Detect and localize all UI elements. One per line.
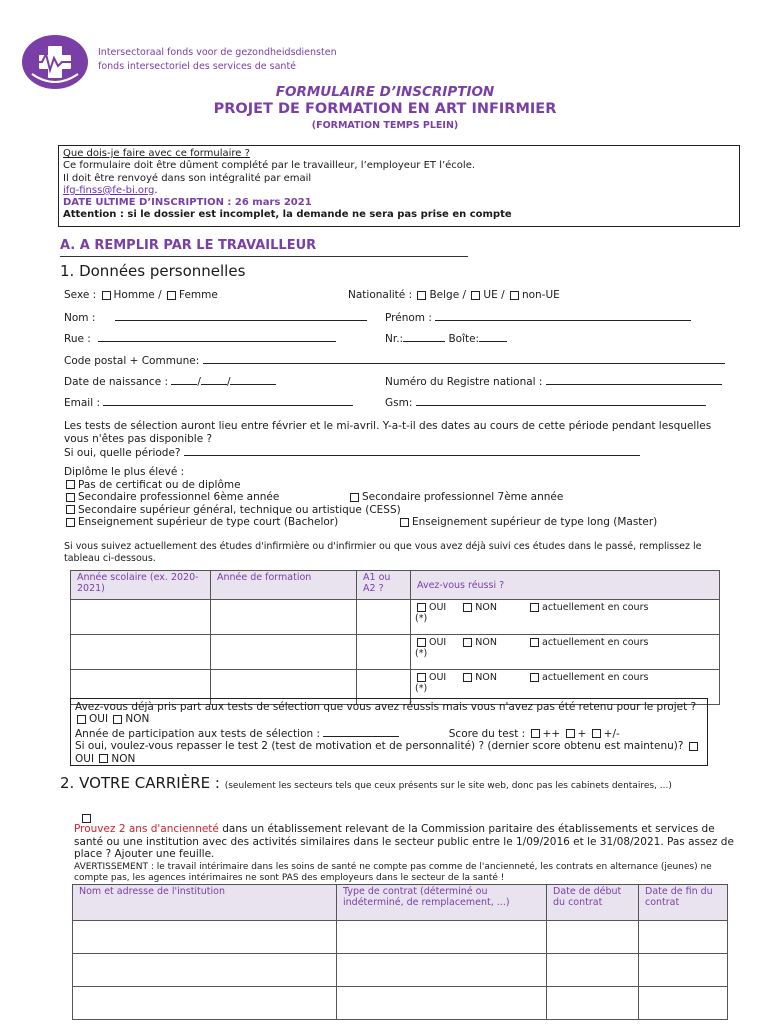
checkbox-diploma-6[interactable] — [400, 518, 409, 527]
warning: Attention : si le dossier est incomplet, la demande ne sera pas prise en compte — [63, 209, 512, 221]
label-non-ue: non-UE — [521, 289, 560, 301]
th-training-year: Année de formation — [211, 571, 357, 600]
street-field[interactable] — [98, 331, 336, 342]
postal-field[interactable] — [203, 353, 725, 364]
checkbox-belge[interactable] — [417, 291, 426, 300]
email-field[interactable] — [103, 395, 353, 406]
career-table — [72, 884, 728, 1020]
cell-training[interactable] — [211, 600, 357, 635]
cell-training[interactable] — [211, 635, 357, 670]
label-female: Femme — [178, 289, 218, 301]
cell-end[interactable] — [639, 954, 728, 987]
checkbox-diploma-5[interactable] — [66, 518, 75, 527]
label-non: NON — [475, 602, 497, 613]
firstname-field[interactable] — [435, 310, 691, 321]
cell-end[interactable] — [639, 987, 728, 1020]
checkbox-retake-non[interactable] — [99, 754, 108, 763]
nrn-label: Numéro du Registre national : — [385, 376, 543, 388]
checkbox-career[interactable] — [82, 814, 91, 823]
checkbox-oui[interactable] — [417, 673, 426, 682]
checkbox-diploma-2[interactable] — [66, 493, 75, 502]
diploma-section — [64, 466, 744, 529]
email-row — [64, 395, 353, 409]
label-oui: OUI — [429, 637, 447, 648]
gsm-field[interactable] — [416, 395, 706, 406]
cell-a1a2[interactable] — [357, 635, 411, 670]
career-text: dans un établissement relevant de la Commission paritaire des établissements et services de santé ou une institution avec des activités similaires dans le secteur public entre le 1/09/2016 et le 31/08/2021. Pas assez de place ? Ajouter une feuille. — [74, 823, 734, 860]
label-in-progress: actuellement en cours — [542, 602, 649, 613]
firstname-label: Prénom : — [385, 312, 432, 324]
org-name-fr: fonds intersectoriel des services de santé — [98, 61, 297, 72]
email-suffix: . — [154, 184, 158, 196]
table-row — [71, 635, 720, 670]
tests-paragraph — [64, 420, 732, 460]
dob-month[interactable] — [201, 374, 227, 385]
career-paragraph — [74, 823, 734, 861]
table-row — [73, 987, 728, 1020]
dob-label: Date de naissance : — [64, 376, 169, 388]
previous-tests-question: Avez-vous déjà pris part aux tests de sélection que vous avez réussis mais vous n'avez pas été retenu pour le projet ? — [75, 701, 697, 713]
career-heading — [60, 776, 740, 794]
diploma-4: Secondaire supérieur général, technique ou artistique (CESS) — [78, 503, 401, 516]
seniority-highlight: Prouvez 2 ans d'ancienneté — [74, 823, 219, 835]
period-field[interactable] — [184, 445, 640, 456]
retake-question: Si oui, voulez-vous repasser le test 2 (test de motivation et de personnalité) ? (dernier score obtenu est maintenu)? — [75, 740, 684, 753]
cell-end[interactable] — [639, 921, 728, 954]
checkbox-in-progress[interactable] — [530, 638, 539, 647]
career-note: (seulement les secteurs tels que ceux présents sur le site web, donc pas les cabinets dentaires, ...) — [224, 781, 672, 791]
name-label: Nom : — [64, 312, 96, 324]
career-title: 2. VOTRE CARRIÈRE : — [60, 774, 220, 792]
label-prev-oui: OUI — [89, 713, 109, 726]
note-star: (*) — [415, 613, 428, 624]
label-prev-non: NON — [125, 713, 150, 726]
th-success: Avez-vous réussi ? — [411, 571, 720, 600]
table-row — [73, 954, 728, 987]
th-institution: Nom et adresse de l'institution — [73, 885, 337, 921]
label-ue: UE / — [483, 289, 505, 301]
box-field[interactable] — [479, 331, 507, 342]
nationality-label: Nationalité : — [348, 289, 413, 301]
nrn-row — [385, 374, 722, 388]
note-star: (*) — [415, 648, 428, 659]
cell-success — [411, 600, 720, 635]
box-label: Boîte: — [448, 333, 480, 345]
th-contract-type: Type de contrat (déterminé ou indéterminé, de remplacement, ...) — [337, 885, 547, 921]
table-row — [71, 600, 720, 635]
diploma-2: Secondaire professionnel 6ème année — [78, 491, 280, 503]
cell-year[interactable] — [71, 635, 211, 670]
checkbox-female[interactable] — [167, 291, 176, 300]
score-label: Score du test : — [448, 727, 526, 740]
ifg-logo — [20, 32, 90, 92]
checkbox-oui[interactable] — [417, 603, 426, 612]
th-end-date: Date de fin du contrat — [639, 885, 728, 921]
checkbox-prev-non[interactable] — [113, 715, 122, 724]
info-question: Que dois-je faire avec ce formulaire ? — [63, 148, 250, 159]
previous-tests-box — [70, 698, 708, 766]
label-score-pm: +/- — [603, 727, 620, 740]
checkbox-non[interactable] — [463, 603, 472, 612]
note-star: (*) — [415, 683, 428, 694]
number-field[interactable] — [403, 331, 445, 342]
street-row — [64, 331, 336, 345]
th-a1-a2: A1 ou A2 ? — [357, 571, 411, 600]
label-non: NON — [475, 672, 497, 683]
postal-label: Code postal + Commune: — [64, 355, 200, 367]
checkbox-non[interactable] — [463, 638, 472, 647]
number-row — [385, 331, 507, 345]
gsm-row — [385, 395, 706, 409]
info-line-2: Il doit être renvoyé dans son intégralité par email — [63, 172, 312, 184]
cell-institution[interactable] — [73, 987, 337, 1020]
label-retake-oui: OUI — [75, 752, 95, 765]
cell-start[interactable] — [547, 954, 639, 987]
dob-separator-1: / — [197, 376, 201, 388]
org-name-nl: Intersectoraal fonds voor de gezondheidsdiensten — [98, 47, 337, 58]
personal-data-heading: 1. Données personnelles — [60, 262, 246, 280]
nationality-row — [348, 289, 560, 301]
form-title: FORMULAIRE D’INSCRIPTION — [275, 84, 495, 100]
number-label: Nr.: — [385, 333, 404, 345]
email-link[interactable]: ifg-finss@fe-bi.org — [63, 184, 155, 196]
diploma-1: Pas de certificat ou de diplôme — [78, 478, 241, 491]
cell-year[interactable] — [71, 600, 211, 635]
participation-year-label: Année de participation aux tests de sélection : — [75, 727, 321, 740]
cell-contract[interactable] — [337, 987, 547, 1020]
diploma-5: Enseignement supérieur de type court (Bachelor) — [78, 516, 339, 528]
label-belge: Belge / — [429, 289, 467, 301]
sex-label: Sexe : — [64, 289, 97, 301]
street-label: Rue : — [64, 333, 91, 345]
checkbox-ue[interactable] — [471, 291, 480, 300]
participation-year-field[interactable] — [323, 726, 399, 737]
cell-contract[interactable] — [337, 921, 547, 954]
cell-a1a2[interactable] — [357, 600, 411, 635]
career-warning: AVERTISSEMENT : le travail intérimaire dans les soins de santé ne compte pas comme de l'ancienneté, les contrats en alternance (jeunes) ne compte pas, les agences intérimaires ne sont PAS des employeurs dans le secteur de la santé ! — [74, 862, 712, 883]
label-oui: OUI — [429, 602, 447, 613]
diploma-3: Secondaire professionnel 7ème année — [362, 491, 564, 503]
gsm-label: Gsm: — [385, 397, 413, 409]
form-subtitle-2: (FORMATION TEMPS PLEIN) — [311, 120, 459, 131]
label-male: Homme / — [113, 289, 162, 301]
checkbox-non[interactable] — [463, 673, 472, 682]
sex-row — [64, 289, 218, 301]
th-start-date: Date de début du contrat — [547, 885, 639, 921]
tests-question: Si oui, quelle période? — [64, 447, 181, 459]
dob-row — [64, 374, 276, 388]
checkbox-diploma-3[interactable] — [350, 493, 359, 502]
checkbox-diploma-4[interactable] — [66, 505, 75, 514]
checkbox-retake-oui[interactable] — [689, 742, 698, 751]
email-label: Email : — [64, 397, 101, 409]
firstname-row — [385, 310, 691, 324]
dob-year[interactable] — [230, 374, 276, 385]
label-in-progress: actuellement en cours — [542, 637, 649, 648]
cell-start[interactable] — [547, 987, 639, 1020]
checkbox-oui[interactable] — [417, 638, 426, 647]
form-subtitle: PROJET DE FORMATION EN ART INFIRMIER — [213, 101, 557, 117]
cell-success — [411, 635, 720, 670]
studies-table — [70, 570, 720, 705]
info-line-1: Ce formulaire doit être dûment complété par le travailleur, l’employeur ET l’école. — [63, 160, 476, 172]
cell-contract[interactable] — [337, 954, 547, 987]
checkbox-in-progress[interactable] — [530, 603, 539, 612]
checkbox-in-progress[interactable] — [530, 673, 539, 682]
cell-institution[interactable] — [73, 921, 337, 954]
diploma-title: Diplôme le plus élevé : — [64, 466, 185, 478]
checkbox-prev-oui[interactable] — [77, 715, 86, 724]
section-a-title: A. A REMPLIR PAR LE TRAVAILLEUR — [60, 238, 468, 257]
checkbox-male[interactable] — [102, 291, 111, 300]
label-score-p: + — [577, 727, 587, 740]
dob-day[interactable] — [171, 374, 197, 385]
deadline: DATE ULTIME D’INSCRIPTION : 26 mars 2021 — [63, 197, 312, 209]
checkbox-score-p[interactable] — [566, 729, 575, 738]
checkbox-score-pp[interactable] — [531, 729, 540, 738]
table-row — [73, 921, 728, 954]
label-oui: OUI — [429, 672, 447, 683]
checkbox-non-ue[interactable] — [510, 291, 519, 300]
info-box — [58, 145, 740, 227]
nrn-field[interactable] — [546, 374, 722, 385]
cell-start[interactable] — [547, 921, 639, 954]
checkbox-diploma-1[interactable] — [66, 480, 75, 489]
postal-row — [64, 353, 725, 367]
label-in-progress: actuellement en cours — [542, 672, 649, 683]
studies-text: Si vous suivez actuellement des études d'infirmière ou d'infirmier ou que vous avez déjà suivi ces études dans le passé, remplissez le tableau ci-dessous. — [64, 541, 702, 564]
name-field[interactable] — [115, 310, 367, 321]
label-score-pp: ++ — [542, 727, 561, 740]
diploma-6: Enseignement supérieur de type long (Master) — [412, 516, 658, 528]
th-school-year: Année scolaire (ex. 2020-2021) — [71, 571, 211, 600]
cell-institution[interactable] — [73, 954, 337, 987]
label-retake-non: NON — [111, 752, 136, 765]
dob-separator-2: / — [226, 376, 231, 388]
name-row — [64, 310, 367, 324]
checkbox-score-pm[interactable] — [592, 729, 601, 738]
label-non: NON — [475, 637, 497, 648]
tests-text: Les tests de sélection auront lieu entre février et le mi-avril. Y-a-t-il des dates au cours de cette période pendant lesquelles vous n'êtes pas disponible ? — [64, 420, 712, 445]
